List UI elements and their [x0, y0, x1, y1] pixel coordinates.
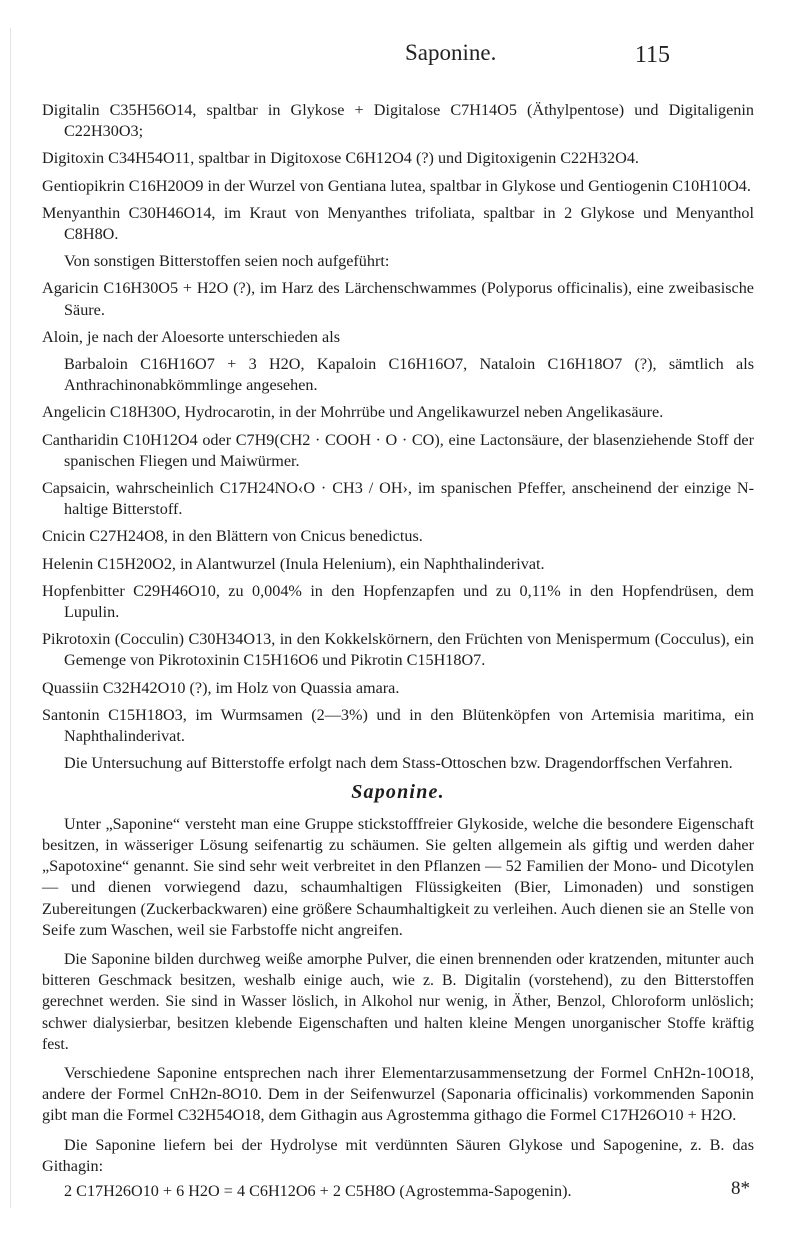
entry-aloin: Aloin, je nach der Aloesorte unterschieden als: [42, 327, 341, 346]
paragraph-saponine-definition: Unter „Saponine“ versteht man eine Gruppe stickstofffreier Glykoside, welche die besondere Eigenschaft besitzen, in wässeriger Lösung seifenartig zu schäumen. Sie gelten allgemein als giftig und werden daher „Sapotoxine“ genannt. Sie sind sehr weit verbreitet in den Pflanzen — 52 Familien der Mono- und Dicotylen — und dienen vorwiegend dazu, schaumhaltigen Flüssigkeiten (Bier, Limonaden) und sonstigen Zubereitungen (Zuckerbackwaren) eine größere Schaumhaltigkeit zu verleihen. Auch dienen sie an Stelle von Seife zum Waschen, weil sie Farbstoffe nicht angreifen.: [42, 814, 754, 939]
entry-intro-sonstige: Von sonstigen Bitterstoffen seien noch aufgeführt:: [64, 252, 390, 271]
entry-menyanthin: Menyanthin C30H46O14, im Kraut von Menyanthes trifoliata, spaltbar in 2 Glykose und Menyanthol C8H8O.: [42, 203, 754, 244]
entry-cnicin: Cnicin C27H24O8, in den Blättern von Cnicus benedictus.: [42, 527, 423, 546]
entry-angelicin: Angelicin C18H30O, Hydrocarotin, in der Mohrrübe und Angelikawurzel neben Angelikasäure.: [42, 403, 664, 422]
paragraph-saponine-properties: Die Saponine bilden durchweg weiße amorphe Pulver, die einen brennenden oder kratzenden, mitunter auch bitteren Geschmack besitzen, weshalb einige auch, wie z. B. Digitalin (vorstehend), zu den Bitterstoffen gerechnet werden. Sie sind in Wasser löslich, in Alkohol nur wenig, in Äther, Benzol, Chloroform unlöslich; schwer dialysierbar, besitzen klebende Eigenschaften und halten kleine Mengen unorganischer Stoffe kräftig fest.: [42, 950, 754, 1053]
entry-digitalin: Digitalin C35H56O14, spaltbar in Glykose + Digitalose C7H14O5 (Äthylpentose) und Digitaligenin C22H30O3;: [42, 101, 754, 141]
entry-capsaicin: Capsaicin, wahrscheinlich C17H24NO‹O · CH3 / OH›, im spanischen Pfeffer, anscheinend der einzige N-haltige Bitterstoff.: [42, 479, 754, 519]
entry-digitoxin: Digitoxin C34H54O11, spaltbar in Digitoxose C6H12O4 (?) und Digitoxigenin C22H32O4.: [42, 149, 639, 168]
paragraph-saponine-formula: Verschiedene Saponine entsprechen nach ihrer Elementarzusammensetzung der Formel CnH2n-10O18, andere der Formel CnH2n-8O10. Dem in der Seifenwurzel (Saponaria officinalis) vorkommenden Saponin gibt man die Formel C32H54O18, dem Githagin aus Agrostemma githago die Formel C17H26O10 + H2O.: [42, 1063, 754, 1125]
entry-barbaloin: Barbaloin C16H16O7 + 3 H2O, Kapaloin C16H16O7, Nataloin C16H18O7 (?), sämtlich als Anthrachinonabkömmlinge angesehen.: [64, 355, 754, 395]
paragraph-saponine-hydrolyse: Die Saponine liefern bei der Hydrolyse mit verdünnten Säuren Glykose und Sapogenine, z. B. das Githagin:: [42, 1135, 754, 1175]
entry-untersuchung: Die Untersuchung auf Bitterstoffe erfolgt nach dem Stass-Ottoschen bzw. Dragendorffschen Verfahren.: [64, 754, 733, 773]
entry-pikrotoxin: Pikrotoxin (Cocculin) C30H34O13, in den Kokkelskörnern, den Früchten von Menispermum (Cocculus), ein Gemenge von Pikrotoxinin C15H16O6 und Pikrotin C15H18O7.: [42, 630, 754, 670]
entry-hopfenbitter: Hopfenbitter C29H46O10, zu 0,004% in den Hopfenzapfen und zu 0,11% in den Hopfendrüsen, dem Lupulin.: [42, 581, 754, 622]
section-title: Saponine.: [351, 781, 445, 804]
page-edge-shadow: [10, 28, 11, 1208]
page-number: 115: [634, 42, 670, 68]
entry-cantharidin: Cantharidin C10H12O4 oder C7H9(CH2 · COOH · O · CO), eine Lactonsäure, der blasenziehende Stoff der spanischen Fliegen und Maiwürmer.: [42, 430, 754, 470]
entry-santonin: Santonin C15H18O3, im Wurmsamen (2—3%) und in den Blütenköpfen von Artemisia maritima, ein Naphthalinderivat.: [42, 705, 754, 746]
hydrolysis-equation: 2 C17H26O10 + 6 H2O = 4 C6H12O6 + 2 C5H8O (Agrostemma-Sapogenin).: [64, 1181, 572, 1200]
signature-mark: 8*: [731, 1178, 750, 1199]
page-header: [0, 40, 800, 80]
entry-helenin: Helenin C15H20O2, in Alantwurzel (Inula Helenium), ein Naphthalinderivat.: [42, 554, 545, 573]
entry-gentiopikrin: Gentiopikrin C16H20O9 in der Wurzel von Gentiana lutea, spaltbar in Glykose und Gentiogenin C10H10O4.: [42, 176, 751, 195]
page-body: [42, 100, 754, 1202]
running-title: Saponine.: [405, 40, 497, 65]
entry-quassiin: Quassiin C32H42O10 (?), im Holz von Quassia amara.: [42, 678, 400, 697]
entry-agaricin: Agaricin C16H30O5 + H2O (?), im Harz des Lärchenschwammes (Polyporus officinalis), eine zweibasische Säure.: [42, 279, 754, 319]
